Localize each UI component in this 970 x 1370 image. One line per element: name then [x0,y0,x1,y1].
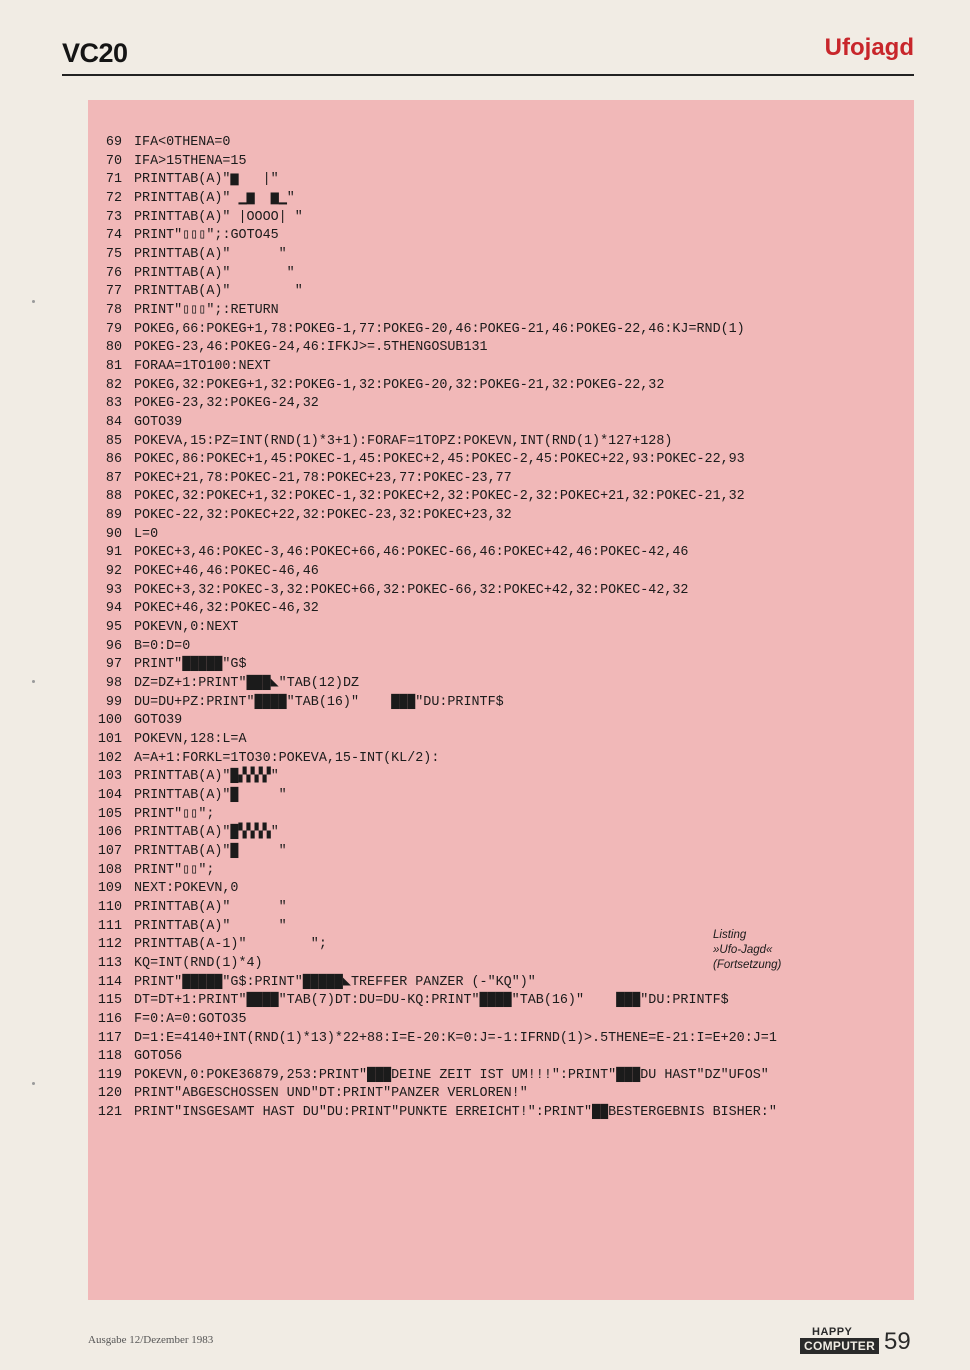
line-number: 111 [97,918,122,934]
line-code: PRINTTAB(A)"█ " [134,843,287,859]
line-code: POKEG-23,32:POKEG-24,32 [134,396,319,412]
listing-line [88,1011,904,1030]
listing-line [88,526,904,545]
page-number: 59 [884,1328,911,1355]
line-number: 97 [105,657,122,673]
line-code: PRINT"ABGESCHOSSEN UND"DT:PRINT"PANZER VERLOREN!" [134,1086,528,1102]
line-number: 99 [105,694,122,710]
header-title-ufojagd: Ufojagd [824,34,914,61]
listing-line [88,395,904,414]
listing-line [88,862,904,881]
listing-line [88,1085,904,1104]
line-code: POKEG-23,46:POKEG-24,46:IFKJ>=.5THENGOSUB131 [134,340,488,356]
listing-line [88,339,904,358]
line-number: 69 [105,135,122,150]
listing-line [88,1104,904,1123]
listing-line [88,265,904,284]
header-rule [62,74,914,76]
line-code: DU=DU+PZ:PRINT"████"TAB(16)" ███"DU:PRINTF$ [134,694,504,710]
line-number: 94 [105,601,122,617]
line-number: 83 [105,396,122,412]
line-code: PRINTTAB(A-1)" "; [134,937,327,953]
line-number: 101 [97,732,122,747]
line-code: PRINT"▯▯▯";:GOTO45 [134,228,279,244]
line-code: DZ=DZ+1:PRINT"███◣"TAB(12)DZ [134,676,360,692]
line-code: PRINTTAB(A)" |OOOO| " [134,209,303,225]
line-number: 76 [105,265,122,281]
line-code: POKEC+3,32:POKEC-3,32:POKEC+66,32:POKEC-66,32:POKEC+42,32:POKEC-42,32 [134,582,689,598]
listing-line [88,1048,904,1067]
line-number: 96 [105,638,122,654]
line-code: DT=DT+1:PRINT"████"TAB(7)DT:DU=DU-KQ:PRINT"████"TAB(16)" ███"DU:PRINTF$ [134,993,729,1009]
line-code: NEXT:POKEVN,0 [134,881,239,897]
listing-line [88,880,904,899]
margin-dot [32,1082,35,1085]
line-code: B=0:D=0 [134,638,191,654]
line-code: POKEC+21,78:POKEC-21,78:POKEC+23,77:POKEC-23,77 [134,470,512,486]
line-code: D=1:E=4140+INT(RND(1)*13)*22+88:I=E-20:K=0:J=-1:IFRND(1)>.5THENE=E-21:I=E+20:J=1 [134,1030,777,1046]
line-code: POKEVA,15:PZ=INT(RND(1)*3+1):FORAF=1TOPZ:POKEVN,INT(RND(1)*127+128) [134,433,673,449]
line-number: 89 [105,508,122,524]
line-number: 104 [97,787,122,803]
listing-line [88,377,904,396]
line-code: POKEC+46,32:POKEC-46,32 [134,601,319,617]
line-code: PRINT"▯▯"; [134,862,215,878]
line-code: A=A+1:FORKL=1TO30:POKEVA,15-INT(KL/2): [134,750,440,766]
line-code: PRINTTAB(A)" ▁▆ ▆▁" [134,190,295,206]
line-code: PRINT"█████"G$ [134,657,247,673]
line-code: F=0:A=0:GOTO35 [134,1011,247,1027]
line-code: PRINTTAB(A)" " [134,918,287,934]
listing-line [88,638,904,657]
listing-line [88,787,904,806]
listing-line [88,619,904,638]
line-number: 103 [97,769,122,785]
line-number: 113 [97,955,122,971]
line-code: PRINTTAB(A)"█▞▞▞▞" [134,769,279,785]
line-number: 84 [105,414,122,430]
issue-footer: Ausgabe 12/Dezember 1983 [88,1334,214,1346]
line-code: FORAA=1TO100:NEXT [134,358,271,374]
listing-line [88,544,904,563]
line-code: KQ=INT(RND(1)*4) [134,955,263,971]
line-code: POKEC+3,46:POKEC-3,46:POKEC+66,46:POKEC-66,46:POKEC+42,46:POKEC-42,46 [134,545,689,561]
listing-line [88,843,904,862]
program-listing-box [88,100,914,1300]
line-code: PRINT"▯▯"; [134,806,215,822]
listing-line [88,974,904,993]
line-number: 107 [97,843,122,859]
listing-line [88,694,904,713]
line-code: POKEG,66:POKEG+1,78:POKEG-1,77:POKEG-20,46:POKEG-21,46:POKEG-22,46:KJ=RND(1) [134,321,745,337]
listing-line [88,358,904,377]
header-title-vc20: VC20 [62,38,128,68]
line-number: 117 [97,1030,122,1046]
line-code: GOTO39 [134,414,183,430]
line-code: PRINTTAB(A)" " [134,899,287,915]
line-number: 105 [97,806,122,822]
line-code: GOTO56 [134,1049,183,1065]
listing-line [88,227,904,246]
line-number: 102 [97,750,122,766]
listing-line [88,582,904,601]
listing-caption [713,928,781,973]
line-code: L=0 [134,526,159,542]
caption-line-continuation: (Fortsetzung) [713,959,782,971]
line-number: 87 [105,470,122,486]
line-code: PRINTTAB(A)" " [134,265,295,281]
listing-line [88,600,904,619]
line-code: GOTO39 [134,713,183,729]
line-number: 95 [105,620,122,636]
listing-line [88,675,904,694]
listing-line [88,1067,904,1086]
line-number: 106 [97,825,122,841]
listing-line [88,768,904,787]
line-number: 98 [105,676,122,692]
line-number: 75 [105,246,122,262]
listing-line [88,209,904,228]
line-code: PRINTTAB(A)" " [134,246,287,262]
line-number: 100 [97,713,122,729]
line-code: POKEG,32:POKEG+1,32:POKEG-1,32:POKEG-20,32:POKEG-21,32:POKEG-22,32 [134,377,665,393]
listing-line [88,992,904,1011]
line-number: 120 [97,1086,122,1102]
line-code: POKEC+46,46:POKEC-46,46 [134,564,319,580]
listing-line [88,414,904,433]
line-number: 116 [97,1011,122,1027]
line-code: IFA>15THENA=15 [134,153,247,169]
line-number: 71 [105,172,122,188]
line-code: POKEVN,0:NEXT [134,620,239,636]
listing-line [88,134,904,153]
line-number: 86 [105,452,122,468]
line-number: 77 [105,284,122,300]
margin-dot [32,680,35,683]
line-number: 114 [97,974,122,990]
line-number: 92 [105,564,122,580]
line-code: POKEVN,0:POKE36879,253:PRINT"███DEINE ZEIT IST UM!!!":PRINT"███DU HAST"DZ"UFOS" [134,1067,769,1083]
line-code: POKEVN,128:L=A [134,732,247,747]
line-code: PRINTTAB(A)"█▚▚▚▚" [134,825,279,841]
line-number: 70 [105,153,122,169]
margin-dot [32,300,35,303]
logo-text-happy: HAPPY [812,1326,853,1338]
happy-computer-logo [798,1326,876,1356]
listing-line [88,507,904,526]
line-number: 109 [97,881,122,897]
listing-line [88,433,904,452]
listing-line [88,731,904,750]
line-number: 80 [105,340,122,356]
listing-line [88,321,904,340]
line-code: PRINTTAB(A)"▆ |" [134,172,279,188]
line-number: 93 [105,582,122,598]
line-code: POKEC-22,32:POKEC+22,32:POKEC-23,32:POKEC+23,32 [134,508,512,524]
line-number: 112 [97,937,122,953]
line-number: 81 [105,358,122,374]
line-number: 79 [105,321,122,337]
listing-line [88,246,904,265]
listing-line [88,451,904,470]
listing-line [88,563,904,582]
line-number: 108 [97,862,122,878]
listing-line [88,712,904,731]
line-code: PRINT"█████"G$:PRINT"█████◣TREFFER PANZER (-"KQ")" [134,974,536,990]
line-code: POKEC,32:POKEC+1,32:POKEC-1,32:POKEC+2,32:POKEC-2,32:POKEC+21,32:POKEC-21,32 [134,489,745,505]
line-code: PRINTTAB(A)"█ " [134,787,287,803]
program-listing [88,134,904,1123]
listing-line [88,283,904,302]
caption-line-title: »Ufo-Jagd« [713,944,773,956]
line-number: 90 [105,526,122,542]
line-number: 78 [105,302,122,318]
listing-line [88,488,904,507]
listing-line [88,190,904,209]
line-number: 82 [105,377,122,393]
listing-line [88,899,904,918]
line-number: 118 [97,1049,122,1065]
listing-line [88,806,904,825]
listing-line [88,171,904,190]
line-code: POKEC,86:POKEC+1,45:POKEC-1,45:POKEC+2,45:POKEC-2,45:POKEC+22,93:POKEC-22,93 [134,452,745,468]
listing-line [88,824,904,843]
listing-line [88,936,904,955]
listing-line [88,750,904,769]
caption-line-listing: Listing [713,929,747,941]
line-number: 88 [105,489,122,505]
logo-text-computer: COMPUTER [800,1338,879,1354]
listing-line [88,955,904,974]
line-number: 121 [97,1105,122,1121]
line-number: 85 [105,433,122,449]
listing-line [88,656,904,675]
listing-line [88,302,904,321]
listing-line [88,153,904,172]
line-code: PRINT"▯▯▯";:RETURN [134,302,279,318]
line-code: PRINTTAB(A)" " [134,284,303,300]
line-code: IFA<0THENA=0 [134,135,231,150]
line-number: 110 [97,899,122,915]
line-number: 91 [105,545,122,561]
line-number: 119 [97,1067,122,1083]
listing-line [88,1030,904,1049]
line-number: 74 [105,228,122,244]
line-number: 73 [105,209,122,225]
line-code: PRINT"INSGESAMT HAST DU"DU:PRINT"PUNKTE ERREICHT!":PRINT"██BESTERGEBNIS BISHER:" [134,1105,777,1121]
line-number: 72 [105,190,122,206]
listing-line [88,918,904,937]
listing-line [88,470,904,489]
line-number: 115 [97,993,122,1009]
